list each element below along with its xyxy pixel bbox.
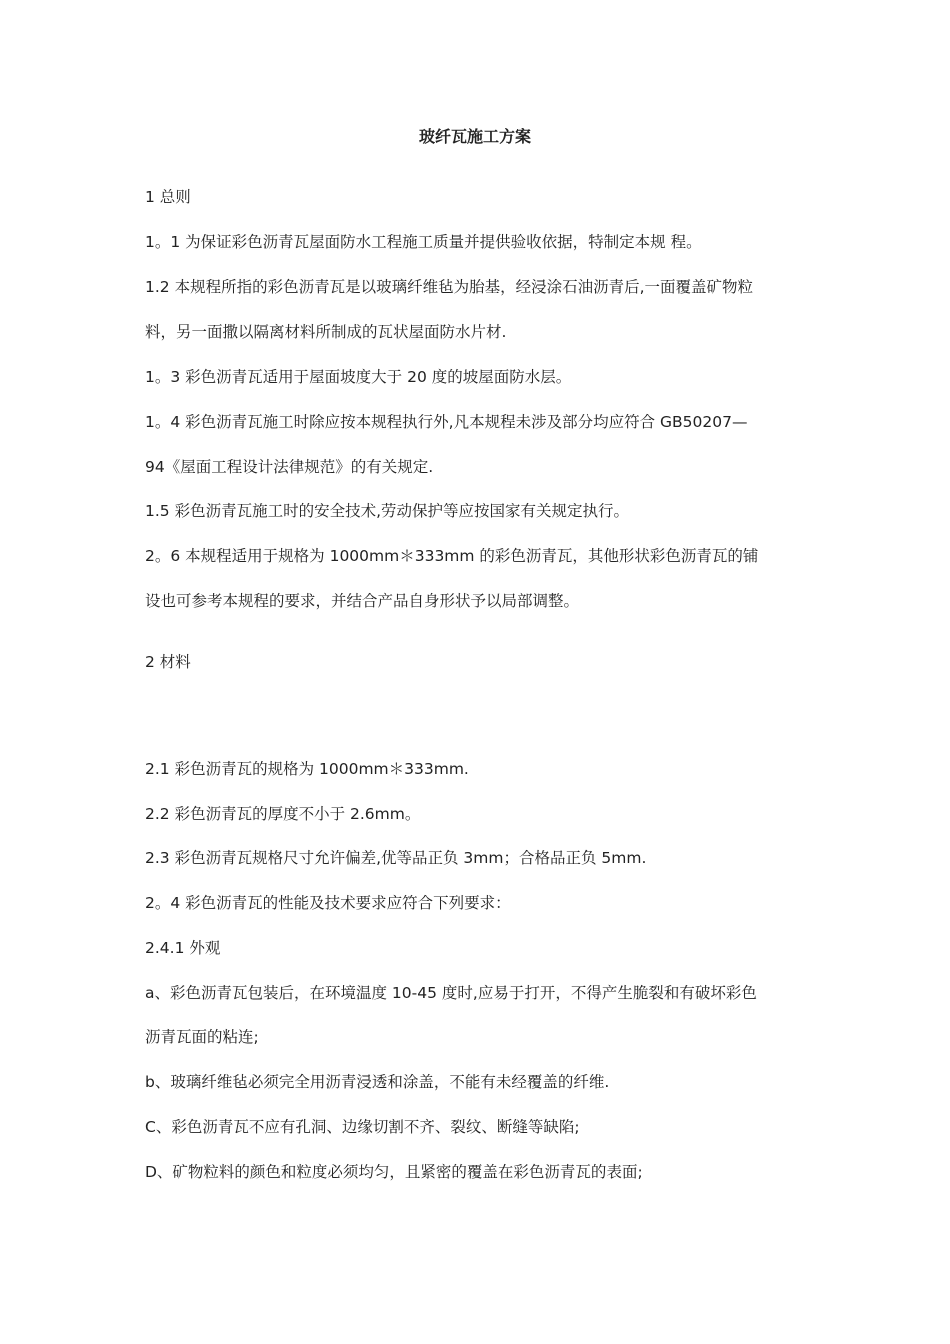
paragraph-1-4-line-1: 1。4 彩色沥青瓦施工时除应按本规程执行外,凡本规程未涉及部分均应符合 GB50207— xyxy=(145,413,748,431)
paragraph-2-2: 2.2 彩色沥青瓦的厚度不小于 2.6mm。 xyxy=(145,805,421,823)
document-title: 玻纤瓦施工方案 xyxy=(418,127,531,146)
paragraph-1-3: 1。3 彩色沥青瓦适用于屋面坡度大于 20 度的坡屋面防水层。 xyxy=(145,368,572,386)
paragraph-1-4-line-2: 94《屋面工程设计法律规范》的有关规定. xyxy=(145,458,434,476)
paragraph-2-3: 2.3 彩色沥青瓦规格尺寸允许偏差,优等品正负 3mm；合格品正负 5mm. xyxy=(145,849,647,867)
item-b: b、玻璃纤维毡必须完全用沥青浸透和涂盖，不能有未经覆盖的纤维. xyxy=(145,1073,610,1091)
section-heading-materials: 2 材料 xyxy=(145,653,191,671)
item-d: D、矿物粒料的颜色和粒度必须均匀，且紧密的覆盖在彩色沥青瓦的表面; xyxy=(145,1163,643,1181)
paragraph-2-1: 2.1 彩色沥青瓦的规格为 1000mm＊333mm. xyxy=(145,760,469,778)
paragraph-1-1: 1。1 为保证彩色沥青瓦屋面防水工程施工质量并提供验收依据，特制定本规 程。 xyxy=(145,233,702,251)
paragraph-1-2-line-2: 料，另一面撒以隔离材料所制成的瓦状屋面防水片材. xyxy=(145,323,507,341)
item-c: C、彩色沥青瓦不应有孔洞、边缘切割不齐、裂纹、断缝等缺陷; xyxy=(145,1118,580,1136)
paragraph-2-4: 2。4 彩色沥青瓦的性能及技术要求应符合下列要求： xyxy=(145,894,511,912)
section-heading-general: 1 总则 xyxy=(145,188,191,206)
paragraph-1-2-line-1: 1.2 本规程所指的彩色沥青瓦是以玻璃纤维毡为胎基，经浸涂石油沥青后,一面覆盖矿物粒 xyxy=(145,278,754,296)
item-a-line-2: 沥青瓦面的粘连; xyxy=(145,1028,259,1046)
paragraph-2-6-line-2: 设也可参考本规程的要求，并结合产品自身形状予以局部调整。 xyxy=(145,592,580,610)
item-a-line-1: a、彩色沥青瓦包装后，在环境温度 10-45 度时,应易于打开，不得产生脆裂和有破坏彩色 xyxy=(145,984,757,1002)
paragraph-1-5: 1.5 彩色沥青瓦施工时的安全技术,劳动保护等应按国家有关规定执行。 xyxy=(145,502,630,520)
paragraph-2-6-line-1: 2。6 本规程适用于规格为 1000mm＊333mm 的彩色沥青瓦，其他形状彩色沥青瓦的铺 xyxy=(145,547,759,565)
subsection-2-4-1: 2.4.1 外观 xyxy=(145,939,221,957)
